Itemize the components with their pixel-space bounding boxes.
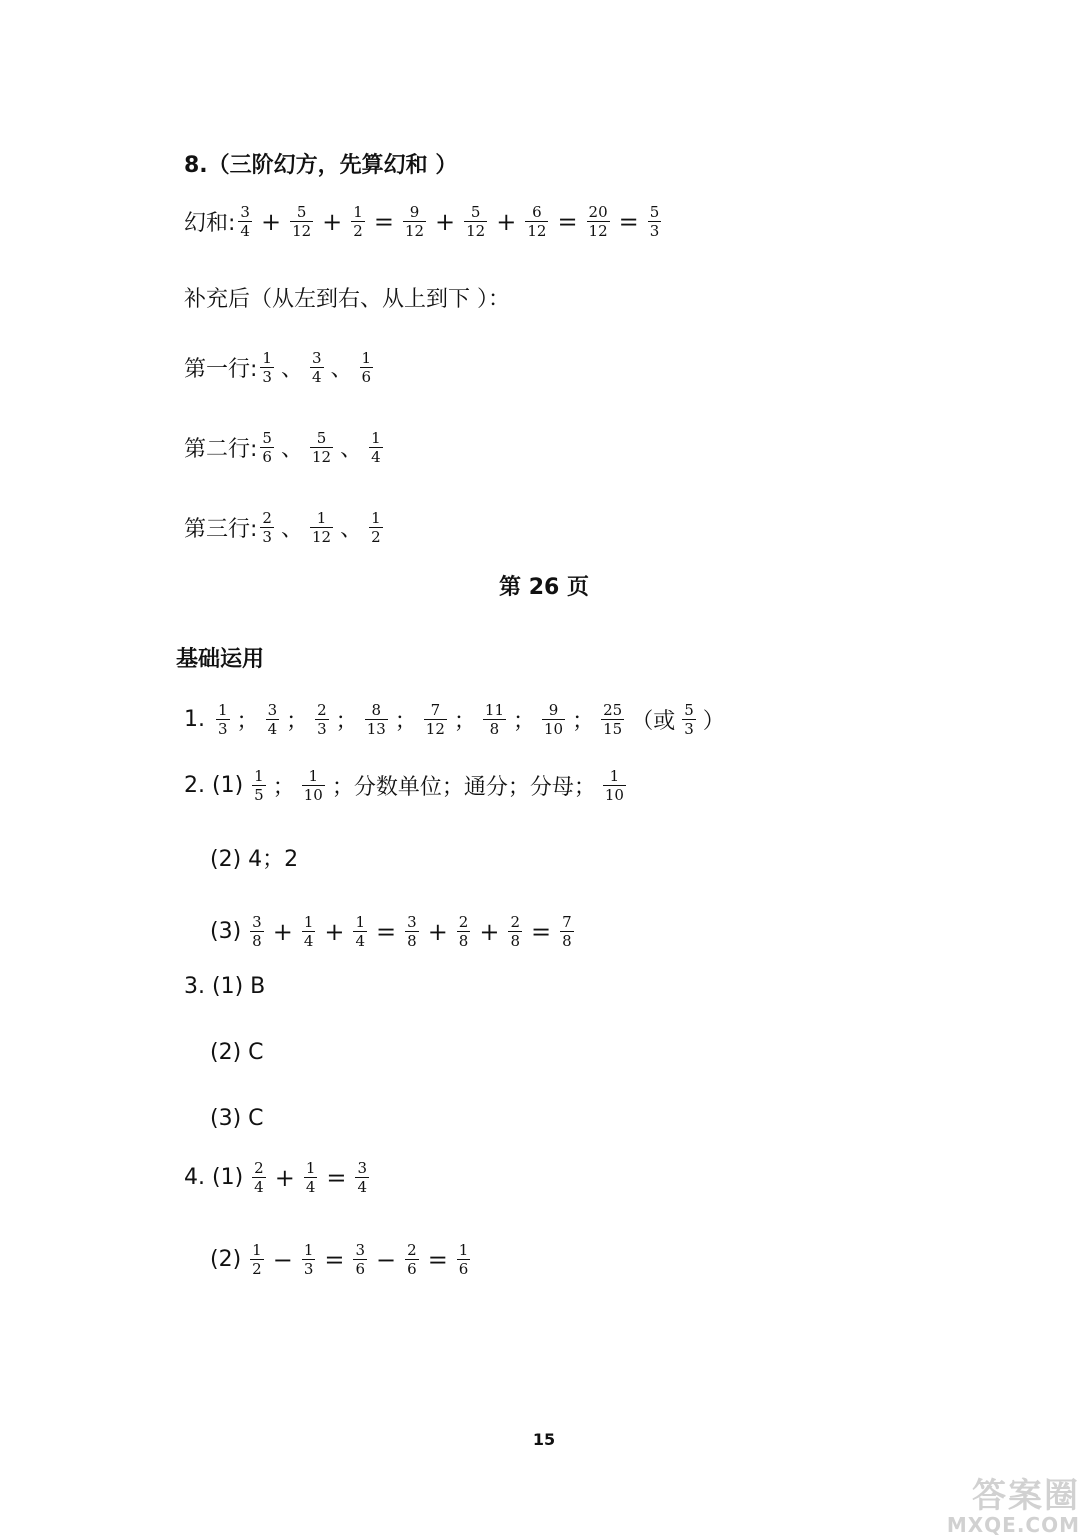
- answer-2-part-1: [184, 768, 1088, 803]
- fraction: [353, 914, 367, 949]
- answer-2-part-3: [210, 914, 1088, 949]
- answer-label: 2. (1): [184, 773, 244, 798]
- fraction: [315, 702, 329, 737]
- fraction-denominator: 3: [262, 528, 272, 546]
- fraction-numerator: 1: [316, 509, 327, 527]
- fraction-numerator: 9: [548, 701, 559, 719]
- fraction-denominator: 12: [466, 222, 486, 240]
- fraction-denominator: 4: [240, 222, 250, 240]
- fraction-numerator: 5: [684, 701, 694, 719]
- fraction-numerator: 1: [355, 913, 366, 931]
- fraction: [483, 702, 506, 737]
- answer-label: (2): [210, 1247, 242, 1272]
- fraction-denominator: 2: [252, 1260, 262, 1278]
- fraction-denominator: 6: [407, 1260, 417, 1278]
- fraction: [302, 768, 325, 803]
- fraction-numerator: 9: [409, 203, 420, 221]
- fraction: [290, 204, 313, 239]
- separator: ；: [335, 709, 358, 734]
- fraction-denominator: 4: [311, 368, 322, 386]
- fraction: [508, 914, 522, 949]
- separator: 、: [280, 437, 303, 462]
- fraction-numerator: 1: [458, 1241, 469, 1259]
- fraction-numerator: 11: [484, 701, 504, 719]
- fraction-numerator: 1: [609, 767, 620, 785]
- answer-label: 4. (1): [184, 1165, 244, 1190]
- fraction: [250, 1242, 264, 1277]
- fraction-numerator: 2: [254, 1159, 264, 1177]
- fraction-numerator: 1: [252, 1241, 262, 1259]
- fraction: [365, 702, 388, 737]
- answer-4-part-1: [184, 1160, 1088, 1195]
- operator: +: [272, 917, 293, 946]
- fraction: [457, 1242, 471, 1277]
- fraction-denominator: 6: [355, 1260, 366, 1278]
- separator: ；: [572, 709, 595, 734]
- fraction: [457, 914, 471, 949]
- fraction: [250, 914, 264, 949]
- fraction-denominator: 4: [355, 932, 366, 950]
- fraction: [304, 1160, 318, 1195]
- fraction: [238, 204, 252, 239]
- fraction-denominator: 10: [303, 786, 323, 804]
- operator: −: [376, 1245, 397, 1274]
- fraction-numerator: 7: [562, 913, 572, 931]
- fraction: [351, 204, 365, 239]
- fraction: [360, 350, 374, 385]
- fraction-numerator: 1: [303, 913, 314, 931]
- magic-sum-expression: [235, 204, 664, 239]
- fraction-numerator: 1: [303, 1241, 314, 1259]
- fraction-denominator: 3: [317, 720, 327, 738]
- separator: ；: [513, 709, 536, 734]
- operator: +: [496, 207, 517, 236]
- separator: 、: [330, 357, 353, 382]
- fraction-numerator: 3: [407, 913, 417, 931]
- fraction-numerator: 1: [308, 767, 319, 785]
- answer-1-values: [213, 702, 729, 737]
- fraction-denominator: 3: [649, 222, 660, 240]
- fraction: [310, 350, 324, 385]
- fraction: [601, 702, 624, 737]
- fraction: [353, 1242, 367, 1277]
- answer-4-part-2: [210, 1242, 1088, 1277]
- fraction-numerator: 1: [254, 767, 264, 785]
- fraction-denominator: 12: [311, 528, 332, 546]
- operator: =: [531, 917, 552, 946]
- fraction: [266, 702, 280, 737]
- operator: +: [435, 207, 456, 236]
- fraction-numerator: 5: [316, 429, 327, 447]
- operator: =: [376, 917, 397, 946]
- separator: ；: [286, 709, 309, 734]
- fraction: [405, 1242, 419, 1277]
- fraction-numerator: 1: [361, 349, 372, 367]
- fraction: [424, 702, 447, 737]
- fraction-denominator: 3: [218, 720, 228, 738]
- answer-4-1-expression: [249, 1160, 372, 1195]
- fraction-denominator: 8: [562, 932, 572, 950]
- fraction-numerator: 2: [458, 913, 469, 931]
- row-label: 第二行:: [184, 437, 258, 462]
- operator: =: [326, 1163, 347, 1192]
- q8-row-2: [184, 430, 1088, 465]
- fraction-numerator: 2: [407, 1241, 417, 1259]
- fraction-numerator: 6: [532, 203, 542, 221]
- watermark-url: MXQE.COM: [946, 1513, 1080, 1537]
- fraction-numerator: 8: [371, 701, 381, 719]
- fraction-numerator: 2: [262, 509, 272, 527]
- separator: ；: [236, 709, 259, 734]
- fraction-numerator: 3: [240, 203, 250, 221]
- row-label: 第一行:: [184, 357, 258, 382]
- fraction-denominator: 8: [407, 932, 417, 950]
- operator: −: [272, 1245, 293, 1274]
- answer-2-part-2: (2) 4；2: [210, 847, 299, 872]
- fraction-denominator: 4: [357, 1178, 368, 1196]
- separator: 、: [280, 517, 303, 542]
- fraction-numerator: 5: [262, 429, 272, 447]
- fraction-denominator: 3: [684, 720, 694, 738]
- fraction-numerator: 5: [296, 203, 307, 221]
- fraction-numerator: 20: [588, 203, 608, 221]
- fraction: [260, 510, 274, 545]
- section-title: 基础运用: [176, 647, 265, 672]
- operator: +: [260, 207, 282, 236]
- fraction: [542, 702, 565, 737]
- fraction: [369, 510, 383, 545]
- separator: （或: [631, 709, 676, 734]
- fraction: [252, 768, 266, 803]
- q8-title: 8.（三阶幻方，先算幻和 ）: [184, 153, 458, 178]
- fraction: [525, 204, 548, 239]
- fraction-numerator: 2: [317, 701, 327, 719]
- fraction-denominator: 3: [303, 1260, 314, 1278]
- fraction: [302, 1242, 316, 1277]
- fraction-numerator: 1: [305, 1159, 316, 1177]
- fraction: [302, 914, 316, 949]
- fraction-denominator: 10: [544, 720, 564, 738]
- operator: =: [373, 207, 394, 236]
- fraction-denominator: 12: [527, 222, 547, 240]
- q8-fill-label: 补充后（从左到右、从上到下 ）：: [184, 287, 510, 312]
- answer-4-2-expression: [247, 1242, 473, 1277]
- separator: 、: [280, 357, 303, 382]
- separator: ；: [453, 709, 476, 734]
- operator: =: [618, 207, 639, 236]
- fraction: [648, 204, 662, 239]
- fraction: [310, 430, 333, 465]
- fraction-denominator: 6: [361, 368, 372, 386]
- fraction-denominator: 13: [366, 720, 386, 738]
- separator: ；: [272, 775, 295, 800]
- fraction-numerator: 5: [649, 203, 660, 221]
- operator: +: [427, 917, 448, 946]
- answer-label: 1.: [184, 707, 205, 732]
- fraction: [587, 204, 610, 239]
- fraction-denominator: 2: [371, 528, 381, 546]
- fraction-denominator: 3: [262, 368, 272, 386]
- fraction-numerator: 1: [353, 203, 363, 221]
- fraction-denominator: 15: [603, 720, 623, 738]
- fraction-numerator: 1: [218, 701, 228, 719]
- fraction: [355, 1160, 369, 1195]
- fraction-numerator: 1: [371, 509, 381, 527]
- q8-row-3: [184, 510, 1088, 545]
- operator: +: [322, 207, 343, 236]
- fraction-numerator: 7: [430, 701, 441, 719]
- fraction-denominator: 12: [404, 222, 425, 240]
- separator: ）: [702, 709, 725, 734]
- q8-magic-sum: [184, 204, 1088, 239]
- row-values: [257, 510, 385, 545]
- operator: +: [479, 917, 500, 946]
- fraction-denominator: 6: [262, 448, 272, 466]
- fraction: [464, 204, 487, 239]
- fraction: [682, 702, 696, 737]
- answer-3-part-1: 3. (1) B: [184, 974, 266, 999]
- answer-3-part-3: (3) C: [210, 1106, 264, 1131]
- fraction-numerator: 1: [262, 349, 272, 367]
- fraction-numerator: 3: [267, 701, 278, 719]
- operator: +: [274, 1163, 295, 1192]
- page-number: 15: [532, 1430, 556, 1449]
- operator: +: [324, 917, 345, 946]
- separator: ；分数单位；通分；分母；: [331, 775, 596, 800]
- separator: 、: [340, 437, 363, 462]
- fraction-numerator: 3: [311, 349, 322, 367]
- fraction-denominator: 2: [353, 222, 363, 240]
- operator: =: [427, 1245, 448, 1274]
- operator: =: [324, 1245, 345, 1274]
- row-values: [257, 430, 385, 465]
- fraction-denominator: 12: [311, 448, 332, 466]
- fraction-denominator: 12: [292, 222, 312, 240]
- magic-sum-label: 幻和:: [184, 211, 236, 236]
- answer-1: [184, 702, 1088, 737]
- fraction-numerator: 2: [510, 913, 520, 931]
- fraction-denominator: 4: [267, 720, 278, 738]
- fraction-numerator: 3: [357, 1159, 368, 1177]
- fraction-numerator: 3: [252, 913, 262, 931]
- fraction: [260, 430, 274, 465]
- fraction: [369, 430, 383, 465]
- fraction: [216, 702, 230, 737]
- fraction-denominator: 12: [425, 720, 445, 738]
- fraction-denominator: 4: [303, 932, 314, 950]
- fraction-denominator: 8: [252, 932, 262, 950]
- fraction-denominator: 5: [254, 786, 264, 804]
- watermark-logo-text: 答案圈: [972, 1476, 1080, 1516]
- answer-label: (3): [210, 919, 242, 944]
- fraction: [405, 914, 419, 949]
- fraction-denominator: 4: [254, 1178, 264, 1196]
- page-heading: 第 26 页: [499, 575, 589, 600]
- operator: =: [557, 207, 578, 236]
- answer-3-part-2: (2) C: [210, 1040, 264, 1065]
- fraction-denominator: 4: [305, 1178, 316, 1196]
- row-values: [257, 350, 376, 385]
- fraction-numerator: 25: [603, 701, 623, 719]
- watermark-logo: [930, 1476, 1080, 1537]
- fraction: [403, 204, 426, 239]
- fraction-numerator: 5: [470, 203, 481, 221]
- fraction-numerator: 3: [355, 1241, 366, 1259]
- fraction: [252, 1160, 266, 1195]
- fraction-denominator: 12: [588, 222, 608, 240]
- fraction-denominator: 4: [371, 448, 381, 466]
- fraction-denominator: 10: [604, 786, 624, 804]
- row-label: 第三行:: [184, 517, 258, 542]
- fraction: [310, 510, 333, 545]
- separator: ；: [394, 709, 417, 734]
- q8-row-1: [184, 350, 1088, 385]
- fraction: [603, 768, 626, 803]
- fraction-denominator: 8: [510, 932, 520, 950]
- separator: 、: [340, 517, 363, 542]
- fraction-denominator: 8: [458, 932, 469, 950]
- fraction-denominator: 6: [458, 1260, 469, 1278]
- answer-2-3-expression: [247, 914, 576, 949]
- answer-2-1-values: [249, 768, 629, 803]
- fraction-numerator: 1: [371, 429, 381, 447]
- fraction-denominator: 8: [489, 720, 500, 738]
- fraction: [560, 914, 574, 949]
- fraction: [260, 350, 274, 385]
